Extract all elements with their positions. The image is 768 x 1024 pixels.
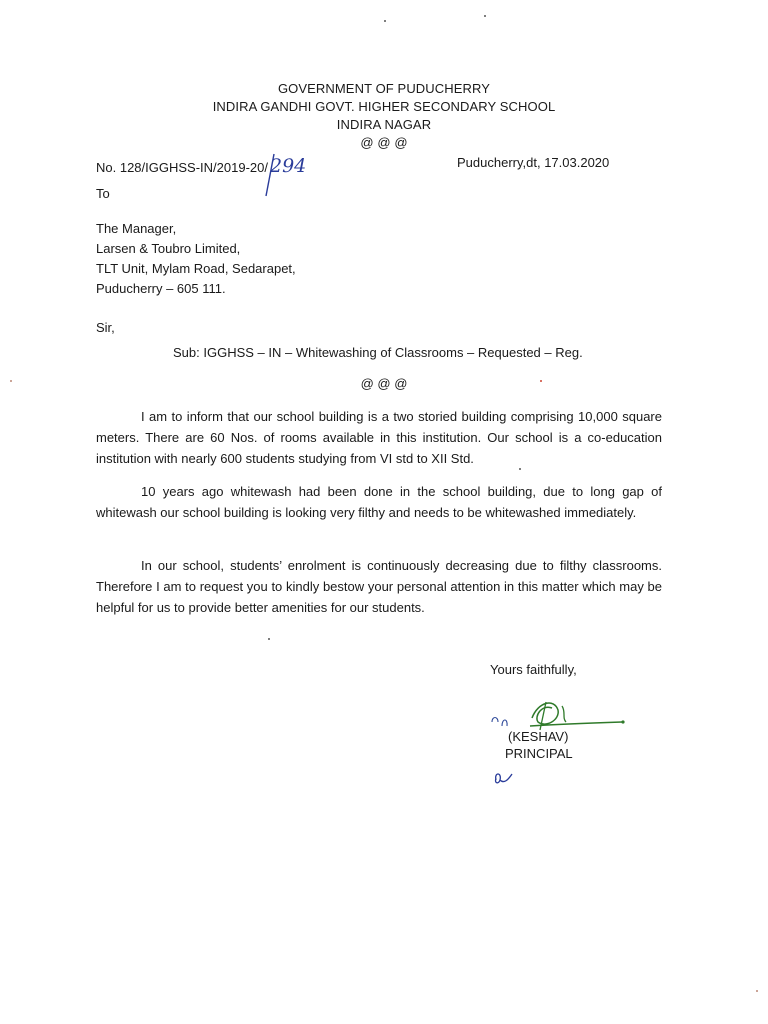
scan-speck [10,380,12,382]
scan-speck [540,380,542,382]
header-government: GOVERNMENT OF PUDUCHERRY [277,81,491,96]
header-school-name: INDIRA GANDHI GOVT. HIGHER SECONDARY SCHOOL [212,99,556,114]
handwritten-reference-number: 294 [269,155,307,177]
signatory-title: PRINCIPAL [505,746,573,761]
scan-speck [268,638,270,640]
address-line: TLT Unit, Mylam Road, Sedarapet, [96,261,296,276]
body-paragraph-3: In our school, students’ enrolment is continuously decreasing due to filthy classrooms. Therefore I am to request you to kindly bestow your personal attention in this matter which may be helpful for us to provide better amenities for our students. [96,558,662,615]
place-date: Puducherry,dt, 17.03.2020 [457,155,610,170]
scan-speck [484,15,486,17]
subject-line: Sub: IGGHSS – IN – Whitewashing of Classrooms – Requested – Reg. [173,345,583,360]
handwritten-initial-mark [490,766,530,790]
subject-separator: @ @ @ [360,376,408,391]
address-line: Larsen & Toubro Limited, [96,241,241,256]
address-line: Puducherry – 605 111. [96,281,226,296]
handwritten-slash-mark [252,150,282,200]
body-paragraph-1: I am to inform that our school building is a two storied building comprising 10,000 square meters. There are 60 Nos. of rooms available in this institution. Our school is a co-education institution with nearly 600 students studying from VI std to XII Std. [96,409,662,466]
scan-speck [384,20,386,22]
address-line: The Manager, [96,221,177,236]
reference-number-text: No. 128/IGGHSS-IN/2019-20/ [96,160,268,175]
to-label: To [96,186,110,201]
body-paragraph-2: 10 years ago whitewash had been done in the school building, due to long gap of whitewash our school building is looking very filthy and needs to be whitewashed immediately. [96,484,662,520]
header-separator: @ @ @ [360,135,408,150]
signatory-name: (KESHAV) [508,729,569,744]
closing-text: Yours faithfully, [490,662,577,677]
scan-speck [519,468,521,470]
salutation: Sir, [96,320,115,335]
recipient-address [96,219,296,299]
header-location: INDIRA NAGAR [336,117,432,132]
scan-speck [756,990,758,992]
